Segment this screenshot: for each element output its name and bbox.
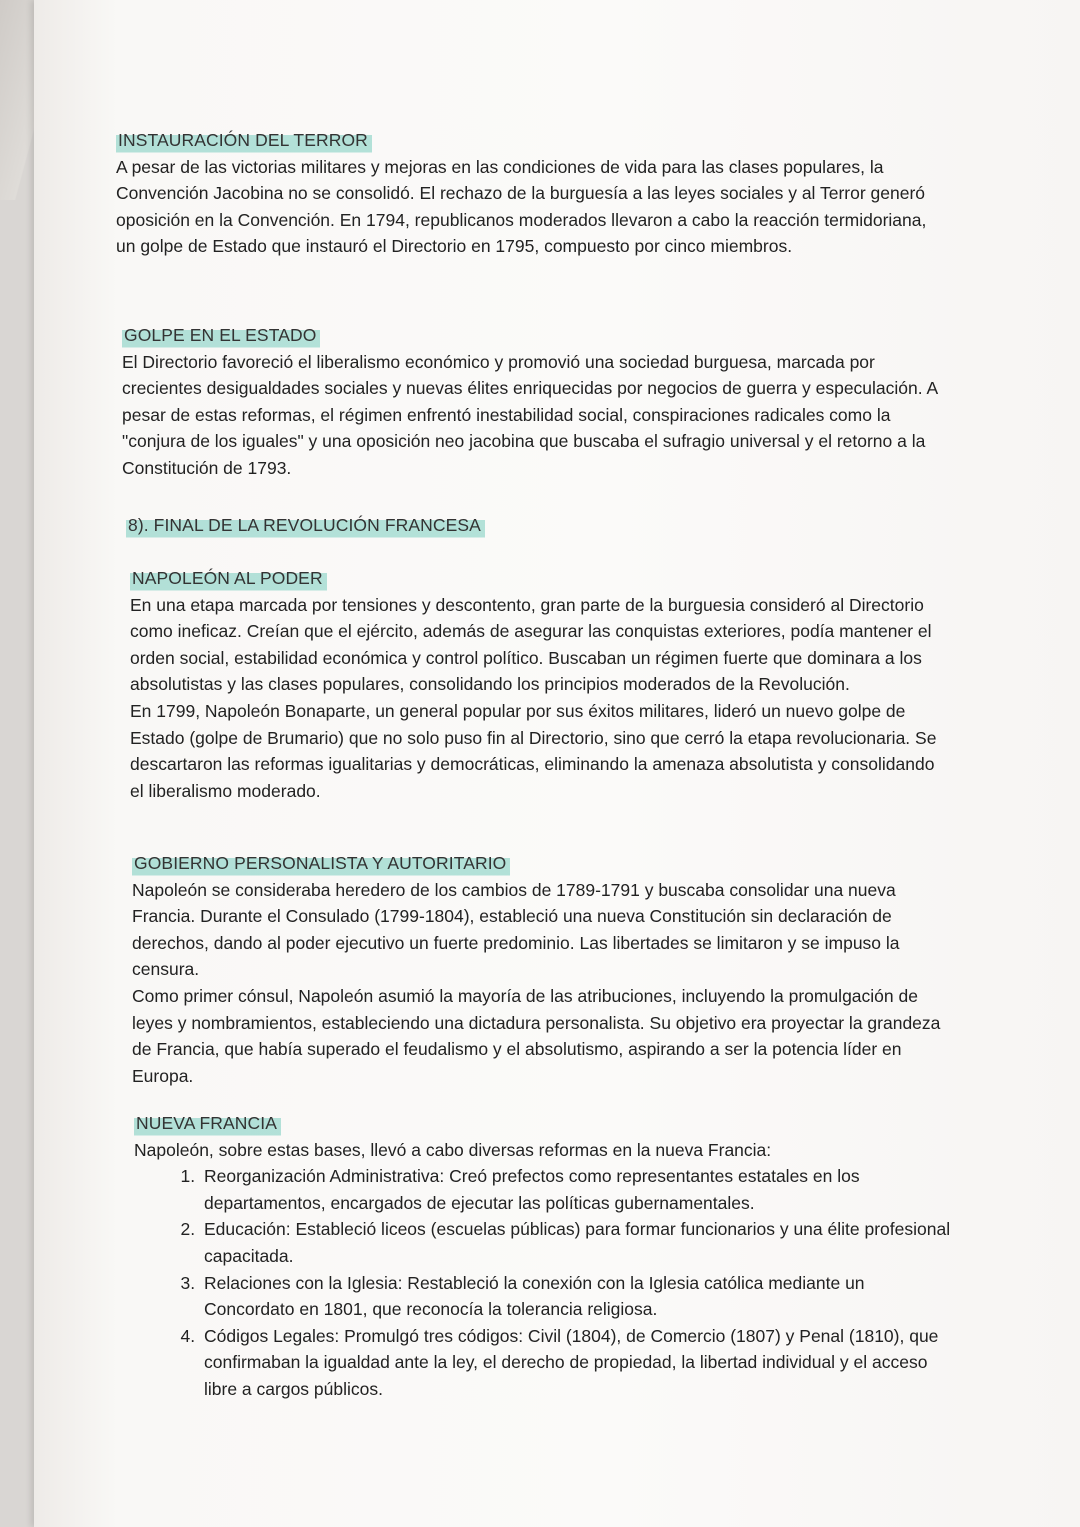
section-nueva-francia [134,1110,954,1403]
list-item: 3. Relaciones con la Iglesia: Restableció la conexión con la Iglesia católica mediante un Concordato en 1801, que reconocía la tolerancia religiosa. [200,1270,954,1323]
reforms-list [134,1163,954,1402]
section-paragraph: Como primer cónsul, Napoleón asumió la mayoría de las atribuciones, incluyendo la promulgación de leyes y nombramientos, estableciendo una dictadura personalista. Su objetivo era proyectar la grandeza de Francia, que había superado el feudalismo y el absolutismo, aspirando a ser la potencia líder en Europa. [132,985,941,1086]
section-heading: NUEVA FRANCIA [134,1110,281,1137]
section-heading: GOLPE EN EL ESTADO [122,322,320,349]
section-golpe-estado [122,322,942,482]
section-gobierno-personalista [132,850,950,1089]
section-paragraph: Napoleón se consideraba heredero de los cambios de 1789-1791 y buscaba consolidar una nueva Francia. Durante el Consulado (1799-1804), estableció una nueva Constitución sin declaración de derechos, dando al poder ejecutivo un fuerte predominio. Las libertades se limitaron y se impuso la censura. [132,879,900,980]
section-paragraph: El Directorio favoreció el liberalismo económico y promovió una sociedad burguesa, marcada por crecientes desigualdades sociales y nuevas élites enriquecidas por negocios de guerra y especulación. A pesar de estas reformas, el régimen enfrentó inestabilidad social, conspiraciones radicales como la "conjura de los iguales" y una oposición neo jacobina que buscaba el sufragio universal y el retorno a la Constitución de 1793. [122,351,938,478]
chapter-heading: 8). FINAL DE LA REVOLUCIÓN FRANCESA [126,512,485,539]
section-paragraph: A pesar de las victorias militares y mejoras en las condiciones de vida para las clases populares, la Convención Jacobina no se consolidó. El rechazo de la burguesía a las leyes sociales y al Terror generó oposición en la Convención. En 1794, republicanos moderados llevaron a cabo la reacción termidoriana, un golpe de Estado que instauró el Directorio en 1795, compuesto por cinco miembros. [116,156,927,257]
section-heading: NAPOLEÓN AL PODER [130,565,327,592]
section-heading: GOBIERNO PERSONALISTA Y AUTORITARIO [132,850,510,877]
list-item: 2. Educación: Estableció liceos (escuelas públicas) para formar funcionarios y una élite profesional capacitada. [200,1216,954,1269]
section-paragraph: En 1799, Napoleón Bonaparte, un general popular por sus éxitos militares, lideró un nuevo golpe de Estado (golpe de Brumario) que no solo puso fin al Directorio, sino que cerró la etapa revolucionaria. Se descartaron las reformas igualitarias y democráticas, eliminando la amenaza absolutista y consolidando el liberalismo moderado. [130,700,937,801]
section-paragraph: Napoleón, sobre estas bases, llevó a cabo diversas reformas en la nueva Francia: [134,1139,772,1160]
section-heading: INSTAURACIÓN DEL TERROR [116,127,372,154]
section-final-revolucion [126,512,946,539]
list-item: 1. Reorganización Administrativa: Creó prefectos como representantes estatales en los departamentos, encargados de ejecutar las políticas gubernamentales. [200,1163,954,1216]
list-item: 4. Códigos Legales: Promulgó tres códigos: Civil (1804), de Comercio (1807) y Penal (1810), que confirmaban la igualdad ante la ley, el derecho de propiedad, la libertad individual y el acceso libre a cargos públicos. [200,1323,954,1403]
section-instauracion-terror [116,127,946,260]
section-paragraph: En una etapa marcada por tensiones y descontento, gran parte de la burguesia consideró al Directorio como ineficaz. Creían que el ejército, además de asegurar las conquistas exteriores, podía mantener el orden social, estabilidad económica y control político. Buscaban un régimen fuerte que dominara a los absolutistas y las clases populares, consolidando los principios moderados de la Revolución. [130,594,932,695]
section-napoleon-poder [130,565,950,804]
